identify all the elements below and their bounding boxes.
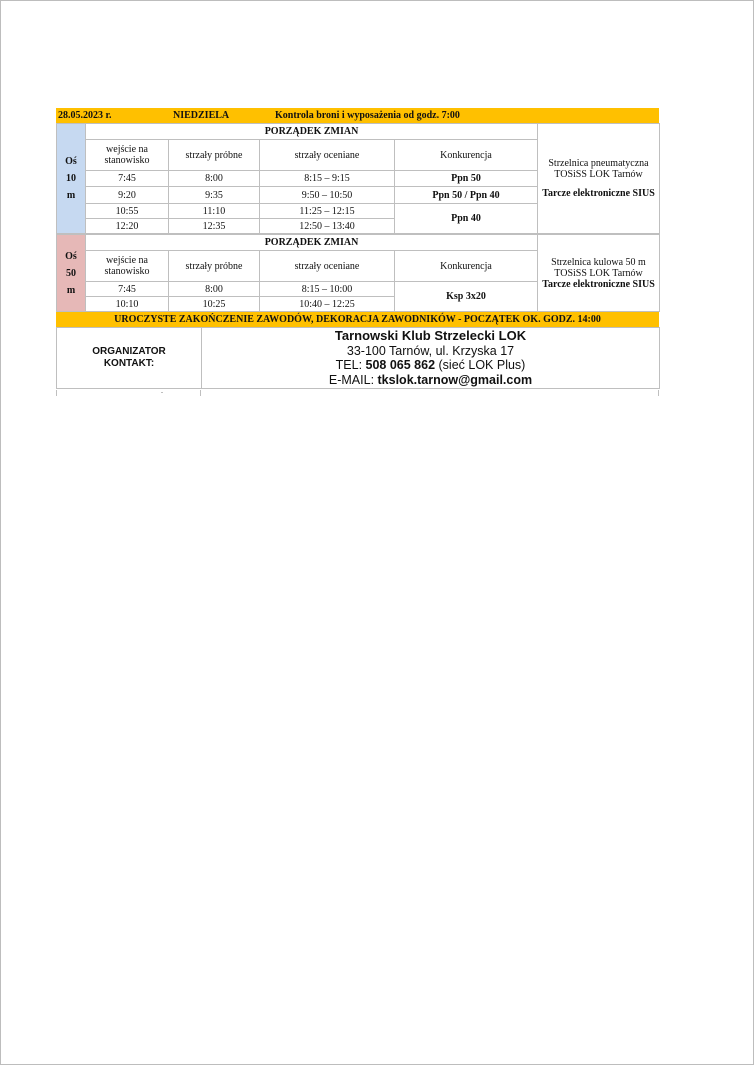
contact-label-line: KONTAKT: [103,358,155,369]
target-system: Tarcze elektroniczne SIUS [542,278,655,290]
col-header-competition: Konkurencja [395,251,538,282]
organizer-label-line: ORGANIZATOR [92,346,166,357]
phone-prefix: TEL: [335,358,366,372]
trial-time: 11:10 [169,204,260,219]
range-label-10m [57,124,86,234]
venue-info-50m [538,235,660,312]
stub-border [658,390,659,396]
trial-time: 10:25 [169,297,260,312]
col-header-scored: strzały oceniane [260,251,395,282]
stub-border [56,390,57,396]
scored-time: 12:50 – 13:40 [260,219,395,234]
range-label-line: Oś [65,250,77,262]
venue-name: Strzelnica pneumatyczna TOSiSS LOK Tarnów [548,158,649,180]
entry-time: 10:10 [86,297,169,312]
col-header-competition: Konkurencja [395,140,538,171]
competition-name: Ksp 3x20 [395,282,538,312]
col-header-trial: strzały próbne [169,251,260,282]
club-email [203,373,658,388]
trial-time: 8:00 [169,171,260,187]
venue-name: Strzelnica kulowa 50 m TOSiSS LOK Tarnów [551,256,646,279]
phone-suffix: (sieć LOK Plus) [435,358,526,372]
event-day: NIEDZIELA [173,110,230,121]
email-address[interactable]: tkslok.tarnow@gmail.com [377,372,533,387]
shift-order-title: PORZĄDEK ZMIAN [86,235,538,251]
club-name: Tarnowski Klub Strzelecki LOK [334,328,527,343]
organizer-label [57,328,202,389]
entry-time: 9:20 [86,187,169,204]
organizer-info [202,328,660,389]
equipment-control-note: Kontrola broni i wyposażenia od godz. 7:00 [275,110,460,121]
scored-time: 8:15 – 9:15 [260,171,395,187]
range-label-50m [57,235,86,312]
scored-time: 10:40 – 12:25 [260,297,395,312]
header-bar [56,108,659,123]
col-header-entry: wejście na stanowisko [86,140,169,171]
scored-time: 8:15 – 10:00 [260,282,395,297]
organizer-table [56,327,660,389]
competition-name: Ppn 50 [395,171,538,187]
range-label-line: Oś [65,156,77,167]
col-header-scored: strzały oceniane [260,140,395,171]
section-10m-table [56,123,660,234]
range-label-line: 10 [66,173,76,184]
scored-time: 9:50 – 10:50 [260,187,395,204]
col-header-entry: wejście na stanowisko [86,251,169,282]
competition-name: Ppn 50 / Ppn 40 [395,187,538,204]
target-system: Tarcze elektroniczne SIUS [542,188,655,199]
closing-ceremony-bar: UROCZYSTE ZAKOŃCZENIE ZAWODÓW, DEKORACJA ZAWODNIKÓW - POCZĄTEK OK. GODZ. 14:00 [56,312,659,327]
club-address: 33-100 Tarnów, ul. Krzyska 17 [346,343,515,358]
entry-time: 7:45 [86,282,169,297]
phone-number: 508 065 862 [365,358,436,372]
entry-time: 7:45 [86,171,169,187]
venue-info-10m [538,124,660,234]
event-date: 28.05.2023 r. [58,110,112,121]
club-phone [203,358,658,373]
entry-time: 10:55 [86,204,169,219]
table-continuation-stub [56,390,659,396]
stub-border [200,390,201,396]
schedule-table [56,108,659,389]
scored-time: 11:25 – 12:15 [260,204,395,219]
entry-time: 12:20 [86,219,169,234]
section-50m-table [56,234,660,312]
range-label-line: m [66,190,76,201]
stub-mark [161,392,163,393]
shift-order-title: PORZĄDEK ZMIAN [86,124,538,140]
competition-name: Ppn 40 [395,204,538,234]
email-prefix: E-MAIL: [328,372,378,387]
col-header-trial: strzały próbne [169,140,260,171]
trial-time: 9:35 [169,187,260,204]
trial-time: 12:35 [169,219,260,234]
range-label-line: 50 [66,267,76,279]
trial-time: 8:00 [169,282,260,297]
range-label-line: m [66,284,76,296]
